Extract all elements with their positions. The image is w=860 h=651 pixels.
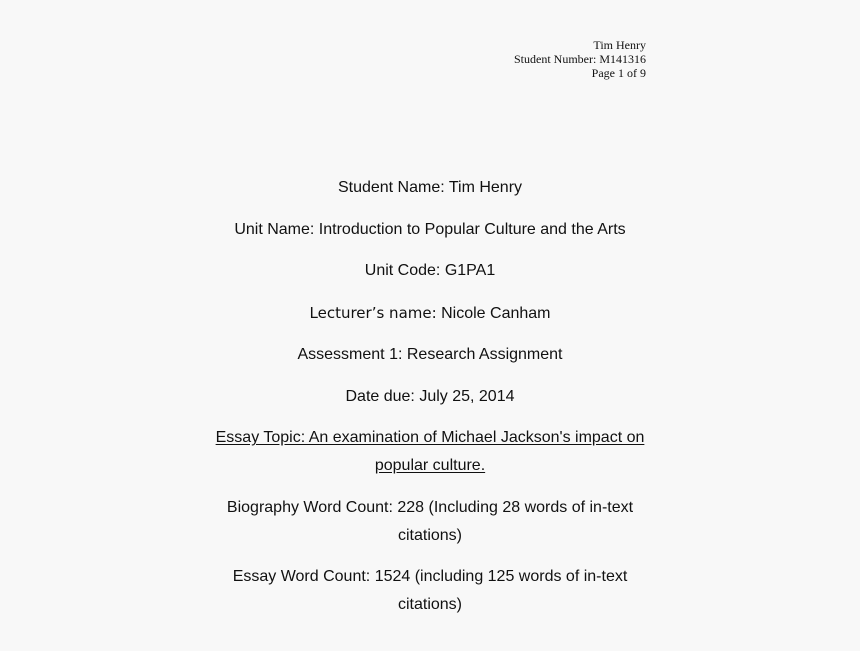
lecturer-line (200, 299, 660, 328)
biography-word-count-line: Biography Word Count: 228 (Including 28 words of in-text citations) (226, 498, 634, 544)
page-header (514, 38, 646, 80)
header-student-number: Student Number: M141316 (514, 52, 646, 66)
header-page-number: Page 1 of 9 (591, 66, 646, 80)
assessment-line: Assessment 1: Research Assignment (297, 346, 563, 363)
lecturer-label: Lecturer’s name: (309, 303, 437, 322)
date-due-line: Date due: July 25, 2014 (345, 387, 515, 405)
essay-word-count-line: Essay Word Count: 1524 (including 125 words of in-text citations) (232, 568, 628, 613)
cover-details (200, 174, 660, 633)
essay-topic-line: Essay Topic: An examination of Michael Jackson's impact on popular culture. (215, 429, 645, 474)
unit-code-line: Unit Code: G1PA1 (364, 262, 496, 279)
student-name-line: Student Name: Tim Henry (337, 179, 523, 196)
header-author-name: Tim Henry (593, 38, 646, 52)
unit-name-line: Unit Name: Introduction to Popular Culture and the Arts (234, 220, 626, 238)
lecturer-name: Nicole Canham (436, 304, 551, 322)
